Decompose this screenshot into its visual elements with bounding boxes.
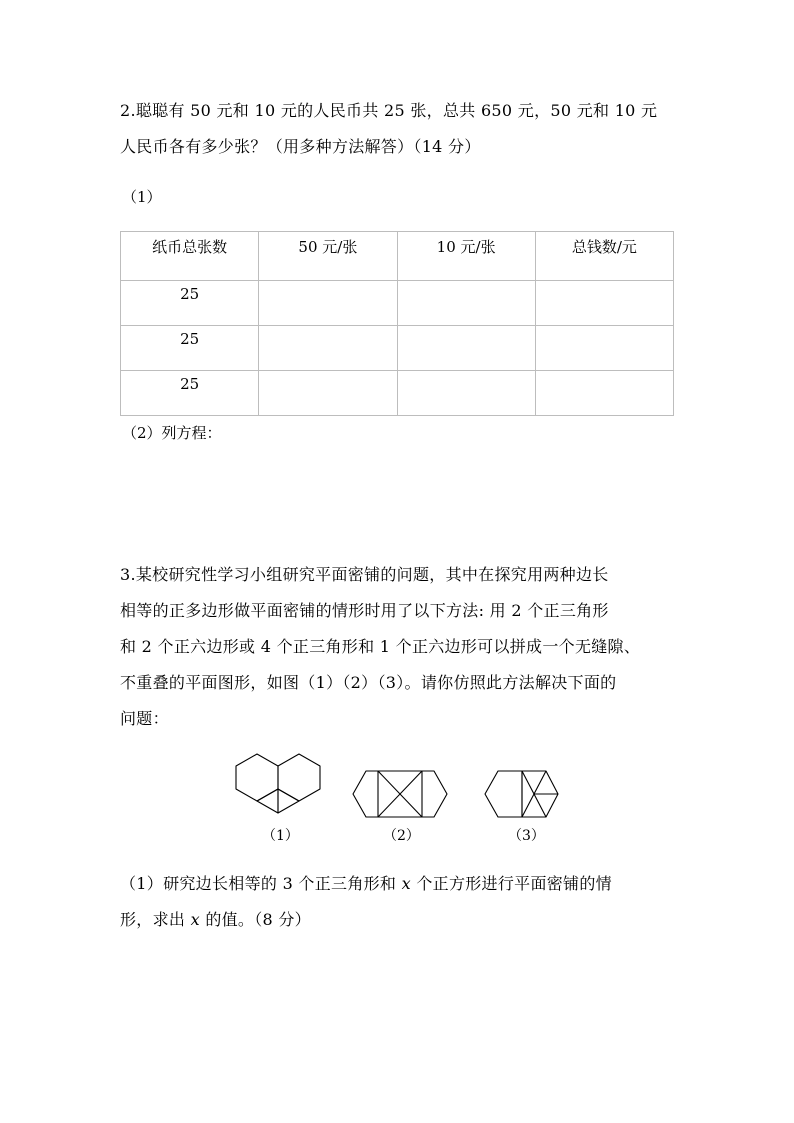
table-row [121, 371, 674, 416]
figure-caption-2: （2） [383, 828, 420, 844]
table-cell: 25 [121, 371, 259, 416]
table-cell-blank[interactable] [397, 326, 535, 371]
table-cell-blank[interactable] [259, 326, 397, 371]
answer-table [120, 231, 674, 416]
q2-part1-label: （1） [122, 188, 162, 206]
q2-text-line2: 人民币各有多少张？（用多种方法解答）（14 分） [120, 137, 481, 156]
table-header-cell: 总钱数/元 [535, 232, 673, 281]
tiling-figure-3 [482, 768, 562, 820]
q2-part2-label: （2）列方程： [122, 424, 222, 442]
q3-sub1-text-a: （1）研究边长相等的 3 个正三角形和 [120, 874, 397, 893]
table-cell-blank[interactable] [259, 371, 397, 416]
table-cell: 25 [121, 326, 259, 371]
table-cell-blank[interactable] [535, 326, 673, 371]
q3-sub1-text-b: 个正方形进行平面密铺的情 [416, 874, 612, 893]
q3-sub1-line2 [120, 907, 311, 930]
q3-text-line5: 问题： [120, 709, 169, 728]
q3-text-line4: 不重叠的平面图形，如图（1）（2）（3）。请你仿照此方法解决下面的 [120, 673, 617, 692]
table-row [121, 281, 674, 326]
table-cell-blank[interactable] [397, 371, 535, 416]
q3-text-line2: 相等的正多边形做平面密铺的情形时用了以下方法: 用 2 个正三角形 [120, 601, 609, 620]
figure-caption-1: （1） [262, 828, 299, 844]
table-header-cell: 10 元/张 [397, 232, 535, 281]
tiling-figure-2 [350, 768, 450, 820]
q3-sub1-text-c: 形，求出 [120, 910, 186, 929]
table-cell-blank[interactable] [535, 371, 673, 416]
table-header-row [121, 232, 674, 281]
table-header-cell: 纸币总张数 [121, 232, 259, 281]
table-cell: 25 [121, 281, 259, 326]
q3-text-line1: 3.某校研究性学习小组研究平面密铺的问题，其中在探究用两种边长 [120, 565, 609, 584]
variable-x: x [401, 874, 411, 893]
table-cell-blank[interactable] [259, 281, 397, 326]
table-cell-blank[interactable] [397, 281, 535, 326]
variable-x: x [190, 910, 200, 929]
q3-text-line3: 和 2 个正六边形或 4 个正三角形和 1 个正六边形可以拼成一个无缝隙、 [120, 637, 641, 656]
table-row [121, 326, 674, 371]
tiling-figure-1 [230, 745, 326, 815]
q2-text-line1: 2.聪聪有 50 元和 10 元的人民币共 25 张，总共 650 元，50 元和 10 元 [120, 101, 658, 120]
figure-caption-3: （3） [508, 828, 545, 844]
q3-sub1-line1 [120, 871, 612, 894]
table-header-cell: 50 元/张 [259, 232, 397, 281]
table-cell-blank[interactable] [535, 281, 673, 326]
q3-sub1-text-d: 的值。（8 分） [205, 910, 311, 929]
